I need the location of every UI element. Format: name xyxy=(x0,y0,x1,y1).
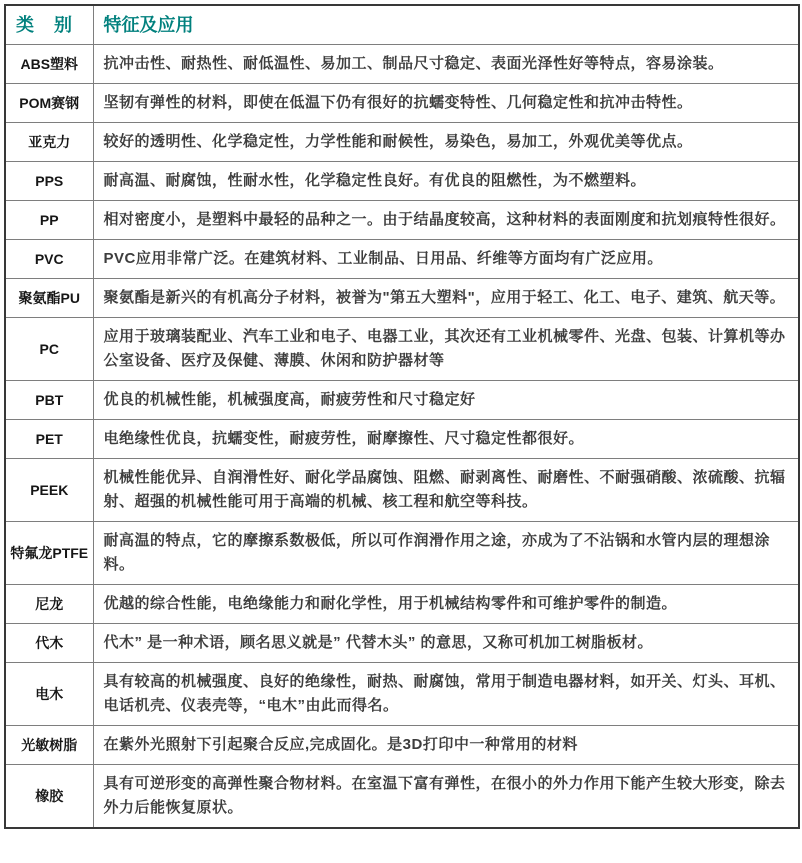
features-cell: 优良的机械性能，机械强度高，耐疲劳性和尺寸稳定好 xyxy=(93,381,799,420)
category-cell: 聚氨酯PU xyxy=(5,279,93,318)
features-cell: 相对密度小，是塑料中最轻的品种之一。由于结晶度较高，这种材料的表面刚度和抗划痕特性很好。 xyxy=(93,201,799,240)
table-row xyxy=(5,726,799,765)
features-cell: 耐高温的特点，它的摩擦系数极低，所以可作润滑作用之途，亦成为了不沾锅和水管内层的理想涂料。 xyxy=(93,522,799,585)
header-features: 特征及应用 xyxy=(93,5,799,45)
table-row xyxy=(5,585,799,624)
features-cell: 电绝缘性优良，抗蠕变性，耐疲劳性，耐摩擦性、尺寸稳定性都很好。 xyxy=(93,420,799,459)
category-cell: PP xyxy=(5,201,93,240)
category-cell: 特氟龙PTFE xyxy=(5,522,93,585)
category-cell: PPS xyxy=(5,162,93,201)
category-cell: PET xyxy=(5,420,93,459)
category-cell: ABS塑料 xyxy=(5,45,93,84)
table-row xyxy=(5,459,799,522)
table-row xyxy=(5,162,799,201)
features-cell: 具有较高的机械强度、良好的绝缘性，耐热、耐腐蚀，常用于制造电器材料，如开关、灯头、耳机、电话机壳、仪表壳等，“电木”由此而得名。 xyxy=(93,663,799,726)
table-header-row xyxy=(5,5,799,45)
features-cell: 较好的透明性、化学稳定性，力学性能和耐候性，易染色，易加工，外观优美等优点。 xyxy=(93,123,799,162)
table-row xyxy=(5,123,799,162)
features-cell: 优越的综合性能，电绝缘能力和耐化学性，用于机械结构零件和可维护零件的制造。 xyxy=(93,585,799,624)
category-cell: PBT xyxy=(5,381,93,420)
table-row xyxy=(5,624,799,663)
table-row xyxy=(5,240,799,279)
table-row xyxy=(5,279,799,318)
category-cell: PEEK xyxy=(5,459,93,522)
table-row xyxy=(5,522,799,585)
features-cell: 耐高温、耐腐蚀，性耐水性，化学稳定性良好。有优良的阻燃性，为不燃塑料。 xyxy=(93,162,799,201)
category-cell: 尼龙 xyxy=(5,585,93,624)
features-cell: 抗冲击性、耐热性、耐低温性、易加工、制品尺寸稳定、表面光泽性好等特点，容易涂装。 xyxy=(93,45,799,84)
category-cell: 亚克力 xyxy=(5,123,93,162)
table-row xyxy=(5,420,799,459)
features-cell: 应用于玻璃装配业、汽车工业和电子、电器工业，其次还有工业机械零件、光盘、包装、计算机等办公室设备、医疗及保健、薄膜、休闲和防护器材等 xyxy=(93,318,799,381)
features-cell: 代木” 是一种术语，顾名思义就是” 代替木头” 的意思，又称可机加工树脂板材。 xyxy=(93,624,799,663)
category-cell: 电木 xyxy=(5,663,93,726)
table-row xyxy=(5,381,799,420)
category-cell: PVC xyxy=(5,240,93,279)
header-category: 类 别 xyxy=(5,5,93,45)
table-row xyxy=(5,765,799,829)
table-row xyxy=(5,318,799,381)
table-row xyxy=(5,663,799,726)
table-row xyxy=(5,45,799,84)
features-cell: 机械性能优异、自润滑性好、耐化学品腐蚀、阻燃、耐剥离性、耐磨性、不耐强硝酸、浓硫酸、抗辐射、超强的机械性能可用于高端的机械、核工程和航空等科技。 xyxy=(93,459,799,522)
category-cell: 代木 xyxy=(5,624,93,663)
table-row xyxy=(5,201,799,240)
features-cell: 在紫外光照射下引起聚合反应,完成固化。是3D打印中一种常用的材料 xyxy=(93,726,799,765)
category-cell: POM赛钢 xyxy=(5,84,93,123)
features-cell: 聚氨酯是新兴的有机高分子材料，被誉为"第五大塑料"，应用于轻工、化工、电子、建筑、航天等。 xyxy=(93,279,799,318)
features-cell: 坚韧有弹性的材料，即使在低温下仍有很好的抗蠕变特性、几何稳定性和抗冲击特性。 xyxy=(93,84,799,123)
features-cell: PVC应用非常广泛。在建筑材料、工业制品、日用品、纤维等方面均有广泛应用。 xyxy=(93,240,799,279)
table-row xyxy=(5,84,799,123)
category-cell: PC xyxy=(5,318,93,381)
category-cell: 橡胶 xyxy=(5,765,93,829)
category-cell: 光敏树脂 xyxy=(5,726,93,765)
features-cell: 具有可逆形变的高弹性聚合物材料。在室温下富有弹性，在很小的外力作用下能产生较大形变，除去外力后能恢复原状。 xyxy=(93,765,799,829)
materials-table xyxy=(4,4,800,829)
